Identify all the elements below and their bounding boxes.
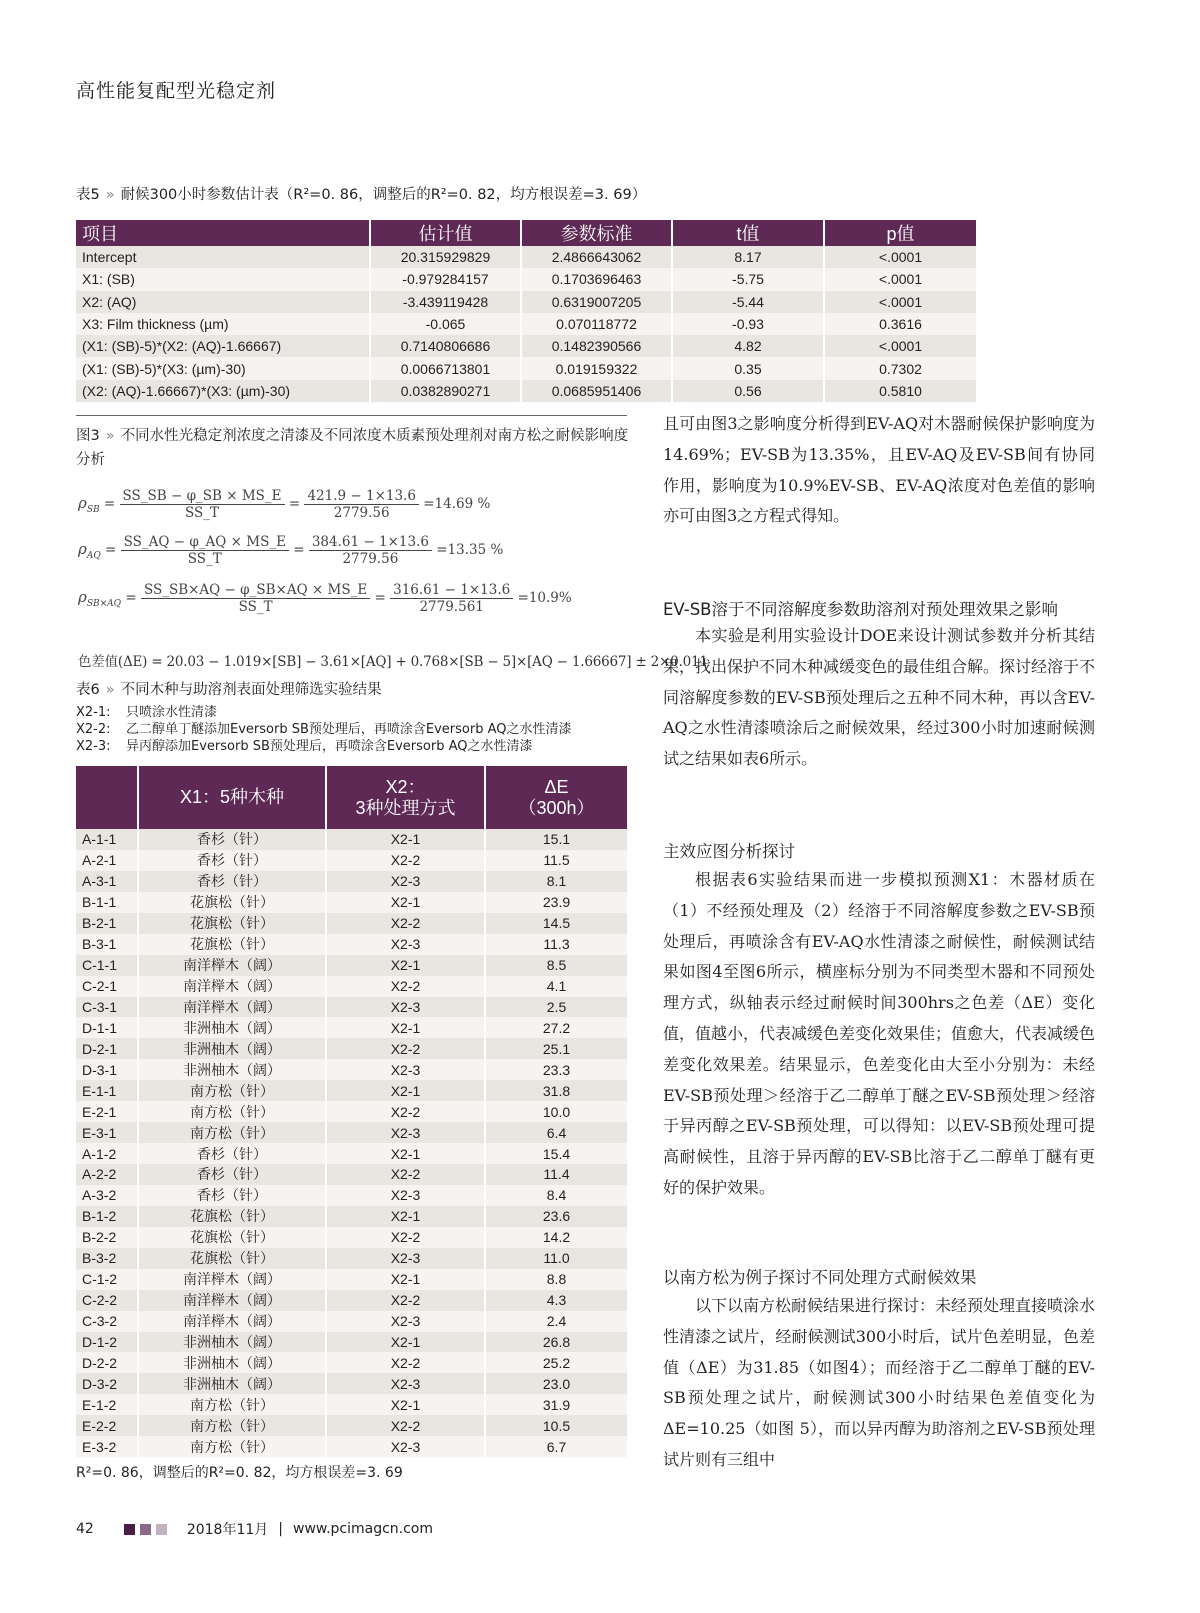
table5	[76, 220, 976, 402]
table5-row	[76, 313, 976, 335]
table6-cell: X2-3	[326, 871, 485, 892]
table5-cell: 2.4866643062	[521, 246, 672, 268]
table6-header-x1: X1：5种木种	[138, 766, 326, 829]
table6-cell: 11.3	[485, 934, 627, 955]
table6-cell: 南方松（针）	[138, 1122, 326, 1143]
table6-cell: B-3-2	[76, 1248, 138, 1269]
table5-header-estimate: 估计值	[370, 220, 521, 246]
table6-row	[76, 1122, 627, 1143]
table5-cell: X2: (AQ)	[76, 291, 370, 313]
table6-row	[76, 1101, 627, 1122]
table6-cell: 南方松（针）	[138, 1436, 326, 1457]
table6-cell: 非洲柚木（阔）	[138, 1038, 326, 1059]
eq2-denominator-values: 2779.56	[342, 551, 399, 567]
table6-row	[76, 1373, 627, 1394]
table5-header-p: p值	[824, 220, 976, 246]
table6-cell: 2.5	[485, 997, 627, 1018]
paragraph-southern-pine: 以下以南方松耐候结果进行探讨：未经预处理直接喷涂水性清漆之试片，经耐候测试300小时后，试片色差明显，色差值（ΔE）为31.85（如图4）；而经溶于乙二醇单丁醚的EV-SB预处理之试片，耐候测试300小时结果色差值变化为ΔE=10.25（如图 5），而以异丙醇为助溶剂之EV-SB预处理试片则有三组中	[663, 1296, 1096, 1469]
table6-cell: D-2-2	[76, 1352, 138, 1373]
table6-cell: 23.6	[485, 1206, 627, 1227]
table6-cell: C-3-2	[76, 1311, 138, 1332]
table6-cell: 8.8	[485, 1269, 627, 1290]
table6-cell: 南洋榉木（阔）	[138, 997, 326, 1018]
table5-cell: -0.065	[370, 313, 521, 335]
table5-cell: (X2: (AQ)-1.66667)*(X3: (µm)-30)	[76, 380, 370, 402]
table5-cell: -5.44	[672, 291, 824, 313]
table5-cell: 0.1482390566	[521, 335, 672, 357]
table6-cell: 10.5	[485, 1415, 627, 1436]
table6-cell: 花旗松（针）	[138, 1206, 326, 1227]
table5-cell: 0.7140806686	[370, 335, 521, 357]
table5-cell: 0.0066713801	[370, 357, 521, 379]
table6-cell: A-2-1	[76, 850, 138, 871]
table6-cell: 26.8	[485, 1332, 627, 1353]
table6-cell: 香杉（针）	[138, 829, 326, 850]
table6-header-delta-e: ΔE （300h）	[485, 766, 627, 829]
table6-row	[76, 1290, 627, 1311]
eq1-denominator-values: 2779.56	[333, 505, 390, 521]
table6-cell: 花旗松（针）	[138, 1227, 326, 1248]
table5-cell: 20.315929829	[370, 246, 521, 268]
table5-cell: X3: Film thickness (µm)	[76, 313, 370, 335]
table6-cell: 4.3	[485, 1290, 627, 1311]
table6-row	[76, 1332, 627, 1353]
table6-row	[76, 871, 627, 892]
table6-cell: 31.9	[485, 1394, 627, 1415]
delta-e-equation: 色差值(ΔE) = 20.03 − 1.019×[SB] − 3.61×[AQ] + 0.768×[SB − 5]×[AQ − 1.66667] ± 2×0.011	[78, 654, 708, 670]
table5-row	[76, 380, 976, 402]
eq3-result: =10.9%	[517, 590, 572, 606]
page-number: 42	[76, 1521, 94, 1537]
table6-cell: A-1-2	[76, 1143, 138, 1164]
table5-cell: -3.439119428	[370, 291, 521, 313]
table6-cell: 10.0	[485, 1101, 627, 1122]
table6-cell: X2-2	[326, 1290, 485, 1311]
table5-cell: 0.7302	[824, 357, 976, 379]
table6-cell: 25.2	[485, 1352, 627, 1373]
table6-cell: 14.2	[485, 1227, 627, 1248]
table5-cell: 4.82	[672, 335, 824, 357]
caption-chevron-icon: »	[105, 682, 115, 698]
table6-cell: 香杉（针）	[138, 1185, 326, 1206]
table6-cell: 非洲柚木（阔）	[138, 1059, 326, 1080]
table6-cell: X2-1	[326, 955, 485, 976]
eq1-numerator-values: 421.9 − 1×13.6	[304, 488, 419, 505]
table6-cell: 11.0	[485, 1248, 627, 1269]
table6-cell: X2-2	[326, 1415, 485, 1436]
table6-row	[76, 829, 627, 850]
page-footer	[76, 1519, 433, 1539]
table6-cell: A-2-2	[76, 1164, 138, 1185]
table6-cell: 香杉（针）	[138, 850, 326, 871]
table6-cell: X2-3	[326, 997, 485, 1018]
table6-cell: 南方松（针）	[138, 1101, 326, 1122]
table5-row	[76, 246, 976, 268]
table5-cell: <.0001	[824, 335, 976, 357]
table6-cell: X2-3	[326, 934, 485, 955]
table5-cell: -0.93	[672, 313, 824, 335]
table6-cell: 11.4	[485, 1164, 627, 1185]
table6-cell: D-1-1	[76, 1017, 138, 1038]
table6-cell: 15.4	[485, 1143, 627, 1164]
table6-row	[76, 1080, 627, 1101]
table6-cell: X2-3	[326, 1248, 485, 1269]
table6-row	[76, 1227, 627, 1248]
table5-caption-label: 表5	[76, 187, 100, 203]
table6-row	[76, 1269, 627, 1290]
caption-chevron-icon: »	[105, 187, 115, 203]
table6-cell: 花旗松（针）	[138, 934, 326, 955]
table6	[76, 766, 627, 1457]
table6-cell: E-1-1	[76, 1080, 138, 1101]
caption-chevron-icon: »	[105, 428, 115, 444]
table5-cell: -0.979284157	[370, 268, 521, 290]
section-heading-southern-pine: 以南方松为例子探讨不同处理方式耐候效果	[663, 1268, 977, 1287]
table6-row	[76, 1352, 627, 1373]
table6-cell: B-2-1	[76, 913, 138, 934]
table6-cell: A-1-1	[76, 829, 138, 850]
table6-cell: D-1-2	[76, 1332, 138, 1353]
section-heading-main-effects: 主效应图分析探讨	[663, 842, 795, 861]
table6-cell: X2-1	[326, 1017, 485, 1038]
table6-row	[76, 1311, 627, 1332]
table6-row	[76, 934, 627, 955]
table5-cell: -5.75	[672, 268, 824, 290]
table6-cell: B-3-1	[76, 934, 138, 955]
table6-cell: X2-2	[326, 1352, 485, 1373]
table6-cell: 25.1	[485, 1038, 627, 1059]
table6-cell: 花旗松（针）	[138, 1248, 326, 1269]
table6-row	[76, 1206, 627, 1227]
table6-cell: C-3-1	[76, 997, 138, 1018]
table6-row	[76, 850, 627, 871]
section-heading-solvent: EV-SB溶于不同溶解度参数助溶剂对预处理效果之影响	[663, 600, 1058, 619]
figure3-caption-text: 不同水性光稳定剂浓度之清漆及不同浓度木质素预处理剂对南方松之耐候影响度分析	[76, 428, 629, 468]
table5-header-t: t值	[672, 220, 824, 246]
eq1-result: =14.69 %	[423, 496, 491, 512]
table6-cell: 南方松（针）	[138, 1394, 326, 1415]
equation-rho-aq: $\rho_{AQ}$ = $\frac{SS\_AQ - \varphi\_AQ \times MS\_E}{SS\_T}$ = $\frac{384.61 - 1\times 13.6}{2779.56}$ =13.35 %	[78, 534, 504, 567]
table6-body	[76, 829, 627, 1457]
running-header: 高性能复配型光稳定剂	[76, 80, 277, 102]
figure3-caption	[76, 425, 631, 473]
table6-cell: 6.4	[485, 1122, 627, 1143]
table6-cell: 非洲柚木（阔）	[138, 1332, 326, 1353]
footer-separator: |	[278, 1521, 283, 1537]
table5-cell: 0.1703696463	[521, 268, 672, 290]
table6-cell: 非洲柚木（阔）	[138, 1352, 326, 1373]
table6-cell: X2-3	[326, 1122, 485, 1143]
table6-row	[76, 976, 627, 997]
table6-cell: 香杉（针）	[138, 1143, 326, 1164]
table6-notes	[76, 704, 571, 755]
table6-cell: E-1-2	[76, 1394, 138, 1415]
table6-cell: X2-1	[326, 1143, 485, 1164]
table6-row	[76, 1415, 627, 1436]
table6-cell: 31.8	[485, 1080, 627, 1101]
table5-cell: (X1: (SB)-5)*(X3: (µm)-30)	[76, 357, 370, 379]
eq3-numerator: SS_SB×AQ − φ_SB×AQ × MS_E	[141, 582, 370, 599]
table5-cell: (X1: (SB)-5)*(X2: (AQ)-1.66667)	[76, 335, 370, 357]
table5-row	[76, 357, 976, 379]
table6-cell: 南方松（针）	[138, 1080, 326, 1101]
eq2-denominator: SS_T	[187, 551, 222, 567]
table6-cell: B-2-2	[76, 1227, 138, 1248]
table6-cell: 23.3	[485, 1059, 627, 1080]
table5-header-std: 参数标准	[521, 220, 672, 246]
table6-cell: 23.0	[485, 1373, 627, 1394]
table6-cell: X2-1	[326, 1394, 485, 1415]
table6-row	[76, 1059, 627, 1080]
table6-cell: X2-2	[326, 1227, 485, 1248]
table6-cell: C-1-2	[76, 1269, 138, 1290]
website-url[interactable]: www.pcimagcn.com	[293, 1521, 434, 1537]
table6-cell: B-1-1	[76, 892, 138, 913]
table6-row	[76, 997, 627, 1018]
table6-cell: 15.1	[485, 829, 627, 850]
table6-header-x2: X2： 3种处理方式	[326, 766, 485, 829]
table6-cell: X2-3	[326, 1311, 485, 1332]
table6-cell: C-2-2	[76, 1290, 138, 1311]
table6-row	[76, 1164, 627, 1185]
table6-note: X2-2: 乙二醇单丁醚添加Eversorb SB预处理后，再喷涂含Eversorb AQ之水性清漆	[76, 722, 572, 737]
paragraph-main-effects: 根据表6实验结果而进一步模拟预测X1：木器材质在（1）不经预处理及（2）经溶于不同溶解度参数之EV-SB预处理后，再喷涂含有EV-AQ水性清漆之耐候性，耐候测试结果如图4至图6所示，横座标分别为不同类型木器和不同预处理方式，纵轴表示经过耐候时间300hrs之色差（ΔE）变化值，值越小，代表减缓色差变化效果佳；值愈大，代表减缓色差变化效果差。结果显示，色差变化由大至小分别为：未经EV-SB预处理＞经溶于乙二醇单丁醚之EV-SB预处理＞经溶于异丙醇之EV-SB预处理，可以得知：以EV-SB预处理可提高耐候性，且溶于异丙醇的EV-SB比溶于乙二醇单丁醚有更好的保护效果。	[663, 870, 1096, 1197]
table6-cell: X2-3	[326, 1185, 485, 1206]
equation-rho-sbaq: $\rho_{SB\times AQ}$ = $\frac{SS\_SB\times AQ - \varphi\_SB\times AQ \times MS\_E}{SS\_T}$ = $\frac{316.61 - 1\times 13.6}{2779.561}$ =10.9%	[78, 582, 572, 615]
table5-cell: 0.3616	[824, 313, 976, 335]
table6-cell: X2-1	[326, 1332, 485, 1353]
table6-cell: 非洲柚木（阔）	[138, 1017, 326, 1038]
table6-cell: 南洋榉木（阔）	[138, 976, 326, 997]
table5-cell: 0.35	[672, 357, 824, 379]
table6-cell: 南洋榉木（阔）	[138, 1269, 326, 1290]
table6-cell: X2-2	[326, 976, 485, 997]
table6-cell: X2-2	[326, 1038, 485, 1059]
table6-cell: 南洋榉木（阔）	[138, 1311, 326, 1332]
table6-cell: 花旗松（针）	[138, 913, 326, 934]
table6-cell: 非洲柚木（阔）	[138, 1373, 326, 1394]
table6-row	[76, 913, 627, 934]
table6-cell: X2-2	[326, 1164, 485, 1185]
eq1-numerator: SS_SB − φ_SB × MS_E	[120, 488, 285, 505]
table5-cell: <.0001	[824, 291, 976, 313]
eq2-numerator-values: 384.61 − 1×13.6	[309, 534, 432, 551]
table5-cell: 0.5810	[824, 380, 976, 402]
table6-note: X2-1: 只喷涂水性清漆	[76, 705, 218, 720]
table6-cell: C-1-1	[76, 955, 138, 976]
table6-row	[76, 1248, 627, 1269]
table6-caption-label: 表6	[76, 682, 100, 698]
table6-cell: 南洋榉木（阔）	[138, 1290, 326, 1311]
table5-cell: <.0001	[824, 268, 976, 290]
table5-cell: 0.019159322	[521, 357, 672, 379]
eq3-denominator: SS_T	[238, 599, 273, 615]
table6-cell: 香杉（针）	[138, 871, 326, 892]
table6-cell: 8.4	[485, 1185, 627, 1206]
table6-row	[76, 892, 627, 913]
eq2-result: =13.35 %	[436, 542, 504, 558]
table5-cell: Intercept	[76, 246, 370, 268]
eq1-denominator: SS_T	[185, 505, 220, 521]
table6-cell: 8.1	[485, 871, 627, 892]
table6-cell: 南洋榉木（阔）	[138, 955, 326, 976]
table6-row	[76, 1038, 627, 1059]
table5-body	[76, 246, 976, 402]
figure3-caption-label: 图3	[76, 428, 100, 444]
table5-cell: 0.6319007205	[521, 291, 672, 313]
paragraph-solvent: 本实验是利用实验设计DOE来设计测试参数并分析其结果，找出保护不同木种减缓变色的最佳组合解。探讨经溶于不同溶解度参数的EV-SB预处理后之五种不同木种，再以含EV-AQ之水性清漆喷涂后之耐候效果，经过300小时加速耐候测试之结果如表6所示。	[663, 626, 1096, 769]
table6-cell: 23.9	[485, 892, 627, 913]
table6-cell: 6.7	[485, 1436, 627, 1457]
table5-row	[76, 291, 976, 313]
table6-row	[76, 955, 627, 976]
table6-cell: 香杉（针）	[138, 1164, 326, 1185]
table6-cell: X2-1	[326, 1206, 485, 1227]
table5-caption	[76, 186, 646, 204]
table6-row	[76, 1394, 627, 1415]
footer-square-icon	[140, 1524, 151, 1535]
eq3-denominator-values: 2779.561	[419, 599, 484, 615]
table5-row	[76, 335, 976, 357]
table5-cell: 8.17	[672, 246, 824, 268]
table6-cell: X2-3	[326, 1373, 485, 1394]
table6-cell: D-3-2	[76, 1373, 138, 1394]
table6-row	[76, 1017, 627, 1038]
table6-cell: E-2-1	[76, 1101, 138, 1122]
table6-cell: X2-2	[326, 913, 485, 934]
table6-footnote: R²=0. 86，调整后的R²=0. 82，均方根误差=3. 69	[76, 1465, 403, 1481]
table6-row	[76, 1185, 627, 1206]
table6-cell: X2-1	[326, 829, 485, 850]
table6-cell: C-2-1	[76, 976, 138, 997]
table6-caption	[76, 681, 382, 699]
section-divider	[76, 415, 627, 416]
figure3-equations	[78, 478, 638, 638]
table6-cell: X2-3	[326, 1059, 485, 1080]
table6-cell: 南方松（针）	[138, 1415, 326, 1436]
table6-cell: 8.5	[485, 955, 627, 976]
footer-square-icon	[156, 1524, 167, 1535]
table5-cell: <.0001	[824, 246, 976, 268]
equation-rho-sb: $\rho_{SB}$ = $\frac{SS\_SB - \varphi\_SB \times MS\_E}{SS\_T}$ = $\frac{421.9 - 1\times 13.6}{2779.56}$ =14.69 %	[78, 488, 491, 521]
table6-cell: X2-1	[326, 1269, 485, 1290]
table6-cell: X2-2	[326, 850, 485, 871]
table5-cell: 0.56	[672, 380, 824, 402]
table6-cell: B-1-2	[76, 1206, 138, 1227]
table5-header-row	[76, 220, 976, 246]
table5-cell: 0.070118772	[521, 313, 672, 335]
table6-row	[76, 1436, 627, 1457]
table6-cell: X2-3	[326, 1436, 485, 1457]
table6-cell: 27.2	[485, 1017, 627, 1038]
table5-cell: 0.0382890271	[370, 380, 521, 402]
table6-cell: 4.1	[485, 976, 627, 997]
table6-header-id	[76, 766, 138, 829]
table6-cell: A-3-2	[76, 1185, 138, 1206]
table6-cell: D-2-1	[76, 1038, 138, 1059]
table6-cell: E-2-2	[76, 1415, 138, 1436]
table6-cell: E-3-1	[76, 1122, 138, 1143]
issue-date: 2018年11月	[186, 1522, 269, 1538]
table6-note: X2-3: 异丙醇添加Eversorb SB预处理后，再喷涂含Eversorb AQ之水性清漆	[76, 739, 533, 754]
table6-cell: 花旗松（针）	[138, 892, 326, 913]
table5-caption-text: 耐候300小时参数估计表（R²=0. 86，调整后的R²=0. 82，均方根误差=3. 69）	[120, 187, 647, 203]
table6-cell: A-3-1	[76, 871, 138, 892]
table6-cell: D-3-1	[76, 1059, 138, 1080]
table5-header-item: 项目	[76, 220, 370, 246]
table5-cell: X1: (SB)	[76, 268, 370, 290]
table5-row	[76, 268, 976, 290]
table6-caption-text: 不同木种与助溶剂表面处理筛选实验结果	[120, 682, 382, 698]
table6-cell: 2.4	[485, 1311, 627, 1332]
table6-cell: 11.5	[485, 850, 627, 871]
table6-cell: 14.5	[485, 913, 627, 934]
table6-cell: E-3-2	[76, 1436, 138, 1457]
table6-row	[76, 1143, 627, 1164]
table6-cell: X2-2	[326, 1101, 485, 1122]
eq2-numerator: SS_AQ − φ_AQ × MS_E	[121, 534, 289, 551]
table6-header-row	[76, 766, 627, 829]
table6-cell: X2-1	[326, 1080, 485, 1101]
eq3-numerator-values: 316.61 − 1×13.6	[390, 582, 513, 599]
paragraph-intro: 且可由图3之影响度分析得到EV-AQ对木器耐候保护影响度为14.69%；EV-SB为13.35%，且EV-AQ及EV-SB间有协同作用，影响度为10.9%EV-SB、EV-AQ浓度对色差值的影响亦可由图3之方程式得知。	[663, 414, 1095, 526]
table5-cell: 0.0685951406	[521, 380, 672, 402]
footer-square-icon	[124, 1524, 135, 1535]
table6-cell: X2-1	[326, 892, 485, 913]
